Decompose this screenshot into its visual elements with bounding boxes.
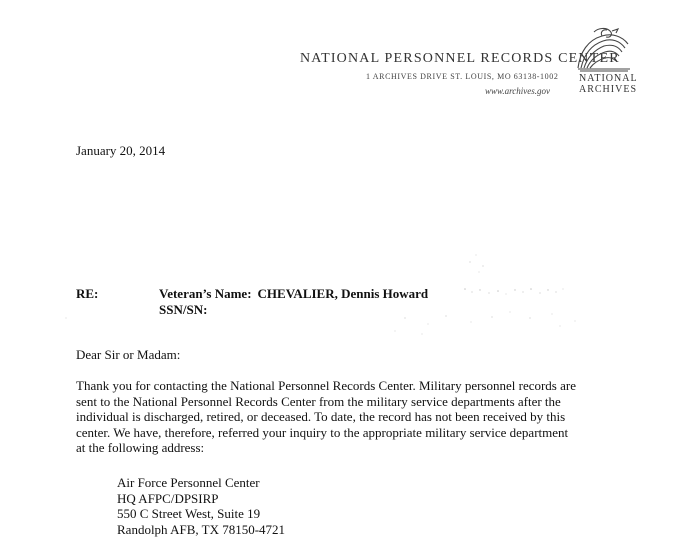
logo-line-2: ARCHIVES: [579, 84, 638, 95]
body-line: sent to the National Personnel Records Center from the military service departments after the: [76, 393, 561, 409]
body-line: center. We have, therefore, referred your inquiry to the appropriate military service department: [76, 424, 569, 440]
veteran-name-line: [159, 286, 428, 302]
address-line: 550 C Street West, Suite 19: [117, 506, 261, 522]
address-line: HQ AFPC/DPSIRP: [117, 490, 219, 506]
eagle-logo-icon: [572, 24, 634, 74]
body-line: at the following address:: [76, 440, 205, 456]
ssn-line: [159, 302, 207, 318]
forward-address: [117, 475, 285, 537]
logo-wordmark: [579, 73, 645, 95]
ssn-label: SSN/SN:: [159, 302, 208, 317]
body-line: Thank you for contacting the National Personnel Records Center. Military personnel records are: [76, 378, 576, 393]
re-label: RE:: [76, 286, 99, 301]
logo-line-1: NATIONAL: [579, 73, 638, 84]
letterhead-address: 1 ARCHIVES DRIVE ST. LOUIS, MO 63138-1002: [366, 72, 559, 81]
salutation: Dear Sir or Madam:: [76, 347, 181, 362]
address-line: Air Force Personnel Center: [117, 475, 260, 490]
letterhead-website: www.archives.gov: [485, 86, 550, 96]
veteran-name-value: CHEVALIER, Dennis Howard: [257, 286, 429, 301]
letterhead-title: NATIONAL PERSONNEL RECORDS CENTER: [300, 51, 620, 66]
address-line: Randolph AFB, TX 78150-4721: [117, 521, 286, 537]
veteran-name-label: Veteran’s Name:: [159, 286, 252, 301]
body-paragraph: [76, 378, 636, 456]
letter-date: January 20, 2014: [76, 143, 166, 158]
body-line: individual is discharged, retired, or deceased. To date, the record has not been received by this: [76, 409, 566, 425]
